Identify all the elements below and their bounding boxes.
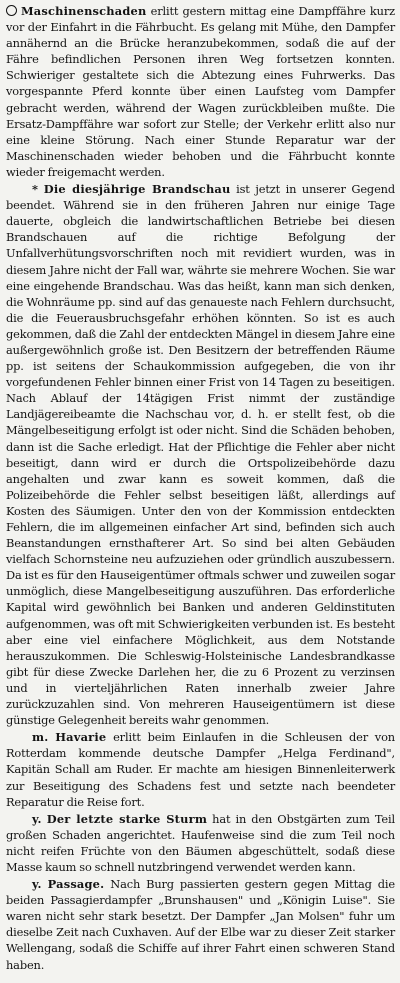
circle-bullet-icon — [6, 5, 17, 16]
article-machine-damage — [6, 3, 395, 180]
article-body: ist jetzt in unserer Gegend beendet. Während sie in den früheren Jahren nur einige Tage dauerte, obgleich die landwirtschaftlichen Betriebe bei diesen Brandschauen auf die richtige Befolgung der Unfallverhütungsvorschriften noch mit revidiert wurden, was in diesem Jahre nicht der Fall war, währte sie mehrere Wochen. Sie war eine eingehende Brandschau. Was das heißt, kann man sich denken, die Wohnräume pp. sind auf das genaueste nach Fehlern durchsucht, die die Feuerausbruchsgefahr erhöhen könnten. So ist es auch gekommen, daß die Zahl der entdeckten Mängel in diesem Jahre eine außergewöhnlich große ist. Den Besitzern der betreffenden Räume pp. ist seitens der Schaukommission aufgegeben, die von ihr vorgefundenen Fehler binnen einer Frist von 14 Tagen zu beseitigen. Nach Ablauf der 14tägigen Frist nimmt der zuständige Landjägereibeamte die Nachschau vor, d. h. er stellt fest, ob die Mängelbeseitigung erfolgt ist oder nicht. Sind die Schäden behoben, dann ist die Sache erledigt. Hat der Pflichtige die Fehler aber nicht beseitigt, dann wird er durch die Ortspolizeibehörde dazu angehalten und zwar kann es soweit kommen, daß die Polizeibehörde die Fehler selbst beseitigen läßt, allerdings auf Kosten des Säumigen. Unter den von der Kommission entdeckten Fehlern, die im allgemeinen einfacher Art sind, befinden sich auch Beanstandungen ernsthafterer Art. So sind bei alten Gebäuden vielfach Schornsteine neu aufzuziehen oder gründlich auszubessern. Da ist es für den Hauseigentümer oftmals schwer und zuweilen sogar unmöglich, diese Mangelbeseitigung auszuführen. Das erforderliche Kapital wird gewöhnlich bei Banken und anderen Geldinstituten aufgenommen, was oft mit Schwierigkeiten verbunden ist. Es besteht aber eine viel einfachere Möglichkeit, aus dem Notstande herauszukommen. Die Schleswig-Holsteinische Landesbrandkasse gibt für diese Zwecke Darlehen her, die zu 6 Prozent zu verzinsen und in vierteljährlichen Raten innerhalb zweier Jahre zurückzuzahlen sind. Von mehreren Hauseigentümern ist diese günstige Gelegenheit bereits wahr genommen. — [6, 182, 395, 728]
article-headline: Passage. — [47, 877, 105, 892]
article-headline: Havarie — [55, 730, 107, 745]
article-body: hat in den Obstgärten zum Teil großen Schaden angerichtet. Haufenweise sind die zum Teil noch nicht reifen Früchte von den Bäumen abgeschüttelt, sodaß diese Masse kaum so schnell nutzbringend verwendet werden kann. — [6, 811, 395, 874]
article-marker: * — [32, 182, 39, 197]
article-headline: Die diesjährige Brandschau — [43, 182, 231, 197]
article-headline: Maschinenschaden — [21, 4, 147, 18]
article-marker: y. — [32, 811, 42, 826]
article-havarie — [6, 729, 395, 809]
article-marker: m. — [32, 730, 49, 745]
article-marker: y. — [32, 877, 42, 892]
article-storm — [6, 811, 395, 875]
article-body: Nach Burg passierten gestern gegen Mittag die beiden Passagierdampfer „Brunshausen" und „Königin Luise". Sie waren nicht sehr stark besetzt. Der Dampfer „Jan Molsen" fuhr um dieselbe Zeit nach Cuxhaven. Auf der Elbe war zu dieser Zeit starker Wellengang, sodaß die Schiffe auf ihrer Fahrt einen schweren Stand haben. — [6, 877, 395, 972]
article-body: erlitt beim Einlaufen in die Schleusen der von Rotterdam kommende deutsche Dampfer „Helga Ferdinand", Kapitän Schall am Ruder. Er machte am hiesigen Binnenleiterwerk zur Beseitigung des Schadens fest und setzte nach beendeter Reparatur die Reise fort. — [6, 730, 395, 809]
article-body: erlitt gestern mittag eine Dampffähre kurz vor der Einfahrt in die Fährbucht. Es gelang mit Mühe, den Dampfer annähernd an die Brücke heranzubekommen, sodaß die auf der Fähre befindlichen Personen ihren Weg fortsetzen konnten. Schwieriger gestaltete sich die Abtezung eines Fuhrwerks. Das vorgespannte Pferd konnte über einen Laufsteg vom Dampfer gebracht werden, während der Wagen zurückbleiben mußte. Die Ersatz-Dampffähre war sofort zur Stelle; der Verkehr erlitt also nur eine kleine Störung. Nach einer Stunde Reparatur war der Maschinenschaden wieder behoben und die Fährbucht konnte wieder freigemacht werden. — [6, 4, 395, 179]
article-fire-inspection — [6, 181, 395, 728]
article-passage — [6, 876, 395, 973]
article-headline: Der letzte starke Sturm — [46, 811, 208, 826]
